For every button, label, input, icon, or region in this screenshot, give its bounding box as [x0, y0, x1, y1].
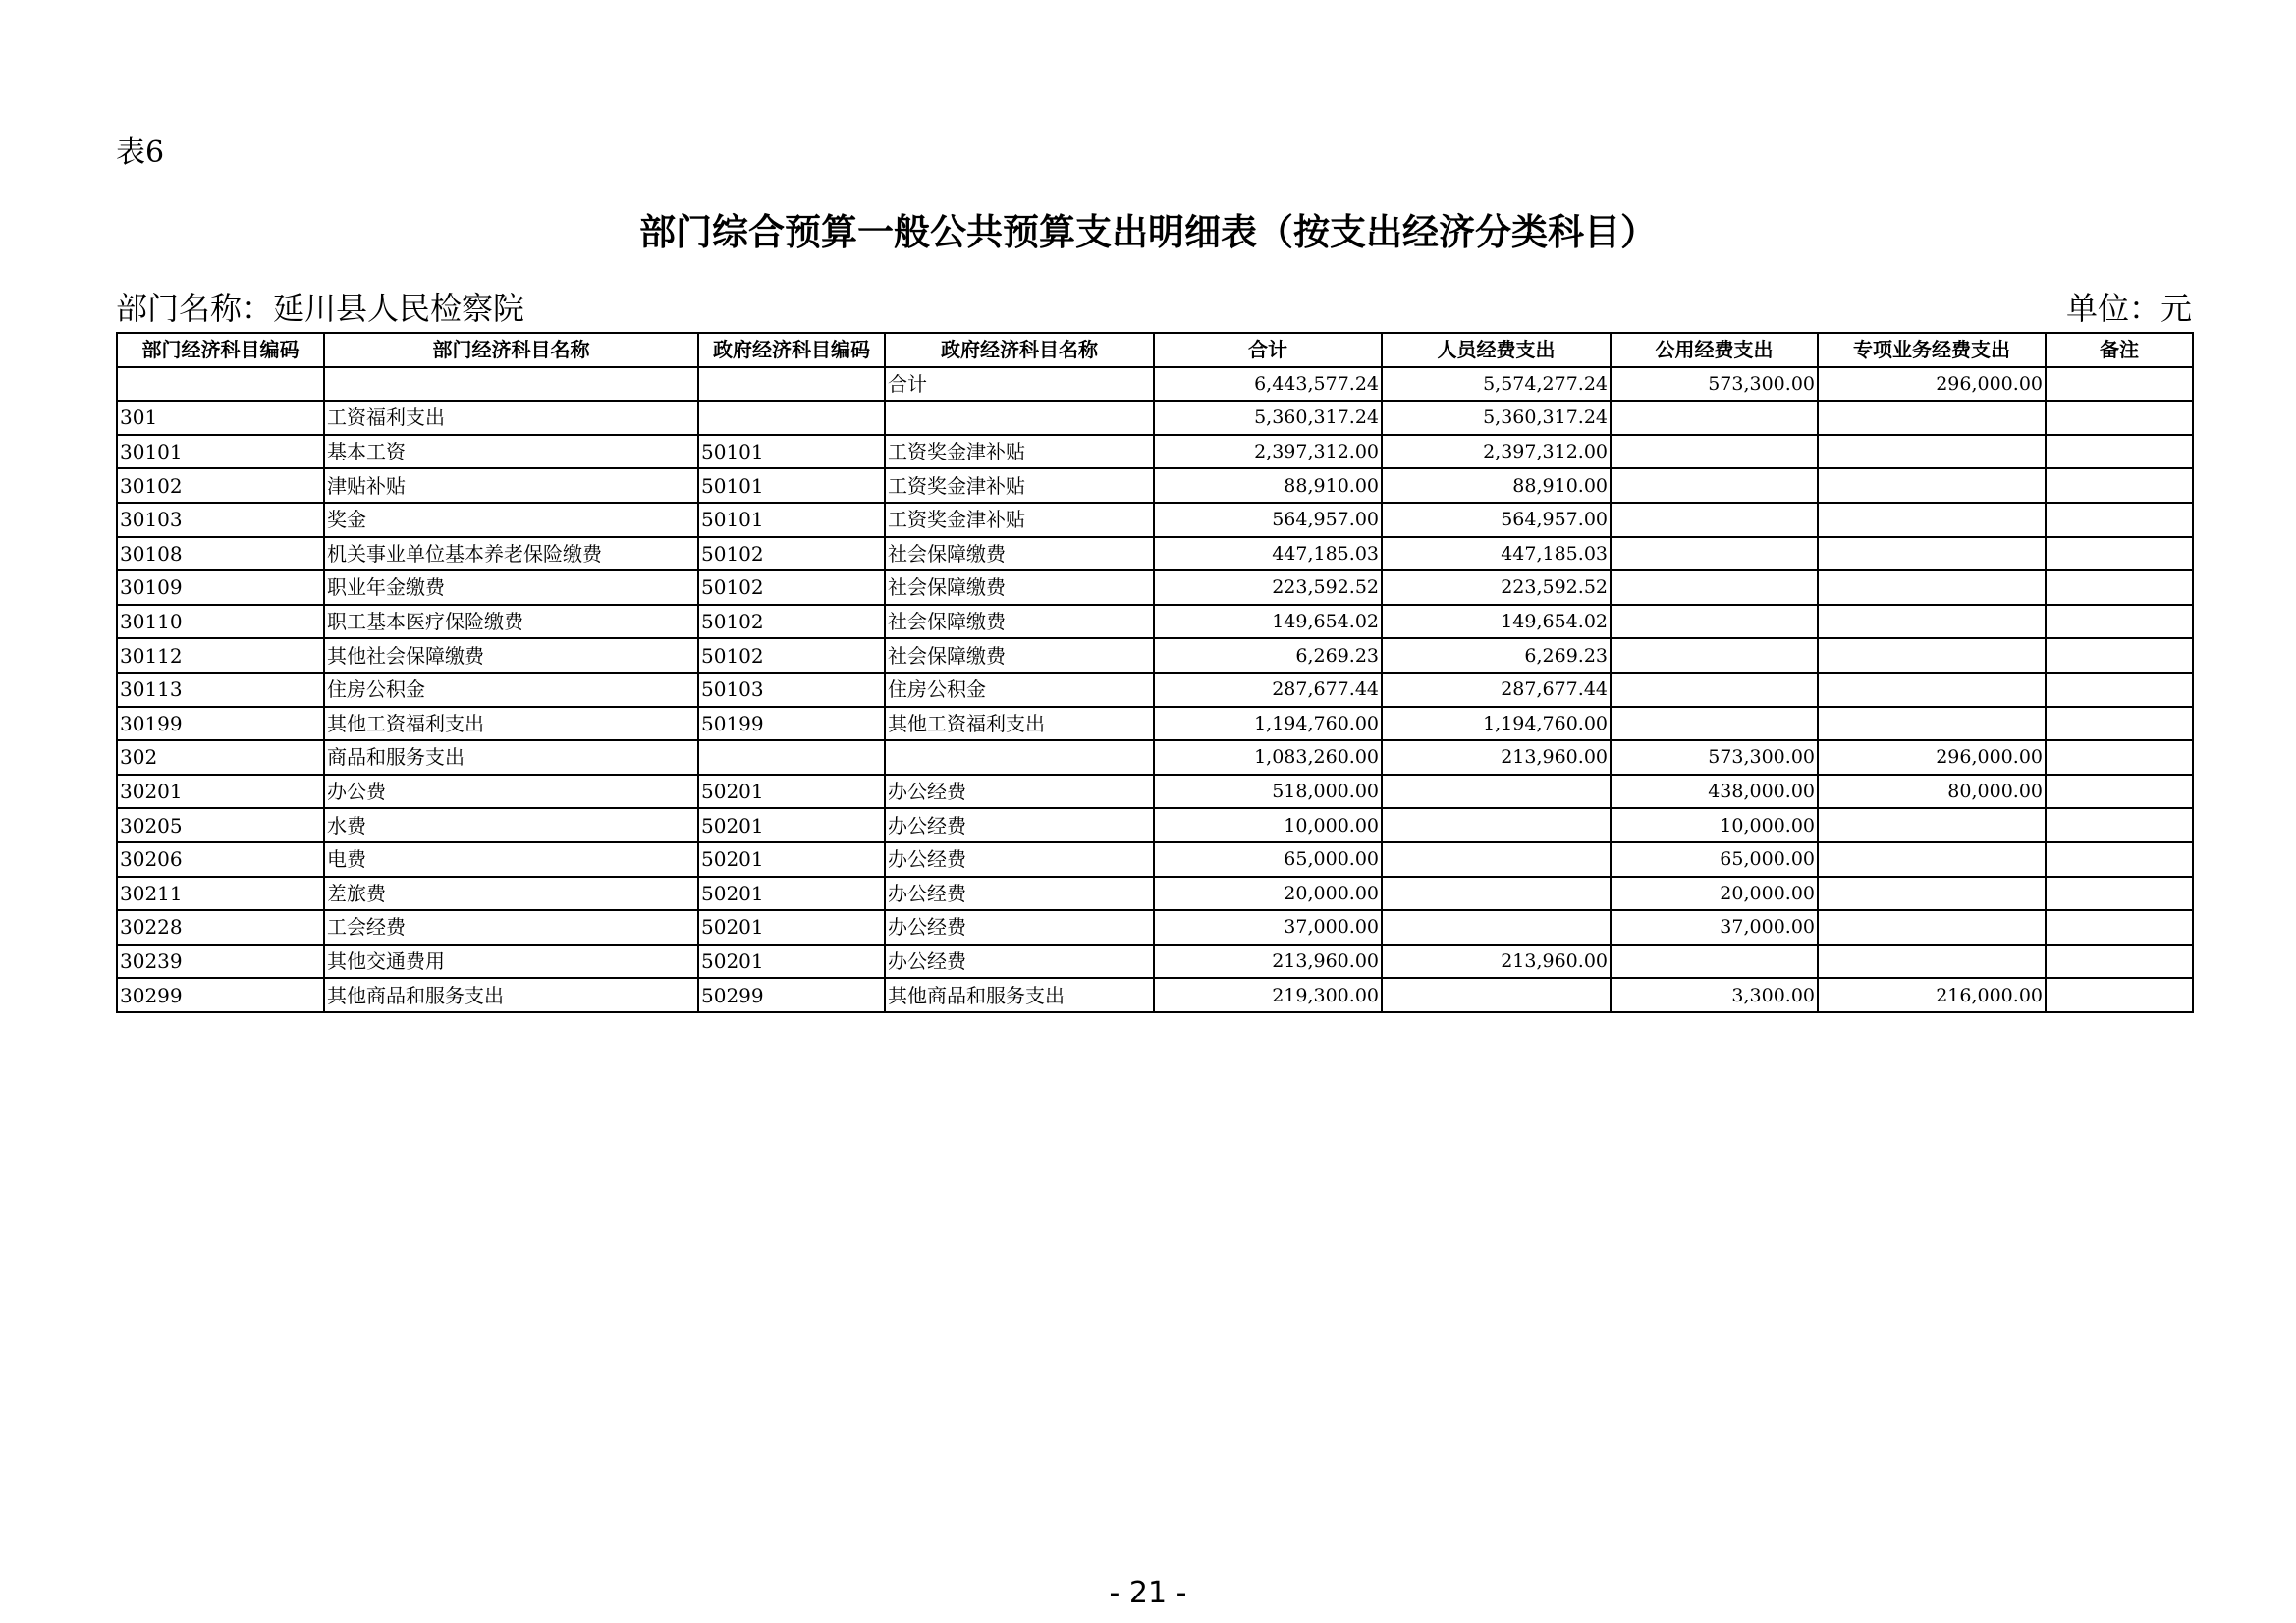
- total-cell: 213,960.00: [1154, 945, 1382, 979]
- gov-code-cell: [698, 367, 885, 402]
- table-row: [117, 570, 2193, 605]
- unit-label: 单位：元: [2065, 290, 2192, 327]
- table-body: [117, 367, 2193, 1012]
- dept-code-cell: 30112: [117, 638, 324, 673]
- special-cell: [1818, 537, 2046, 571]
- total-cell: 287,677.44: [1154, 673, 1382, 707]
- note-cell: [2046, 740, 2193, 775]
- gov-code-cell: 50102: [698, 605, 885, 639]
- header-gov-code: 政府经济科目编码: [698, 333, 885, 367]
- dept-name-cell: 工会经费: [324, 910, 698, 945]
- public-cell: 438,000.00: [1611, 775, 1818, 809]
- gov-name-cell: 工资奖金津补贴: [885, 503, 1154, 537]
- public-cell: 37,000.00: [1611, 910, 1818, 945]
- gov-name-cell: 社会保障缴费: [885, 605, 1154, 639]
- table-row: [117, 842, 2193, 877]
- gov-name-cell: [885, 740, 1154, 775]
- table-row: [117, 468, 2193, 503]
- special-cell: [1818, 808, 2046, 842]
- note-cell: [2046, 503, 2193, 537]
- note-cell: [2046, 401, 2193, 435]
- dept-name-cell: 其他社会保障缴费: [324, 638, 698, 673]
- personnel-cell: [1382, 775, 1611, 809]
- special-cell: [1818, 605, 2046, 639]
- gov-code-cell: 50201: [698, 877, 885, 911]
- dept-name-cell: 基本工资: [324, 435, 698, 469]
- gov-name-cell: 社会保障缴费: [885, 638, 1154, 673]
- dept-code-cell: 30201: [117, 775, 324, 809]
- table-row: [117, 537, 2193, 571]
- budget-table: [116, 332, 2194, 1013]
- dept-code-cell: 30103: [117, 503, 324, 537]
- special-cell: [1818, 673, 2046, 707]
- gov-code-cell: 50101: [698, 468, 885, 503]
- total-cell: 65,000.00: [1154, 842, 1382, 877]
- personnel-cell: 2,397,312.00: [1382, 435, 1611, 469]
- dept-name-cell: 水费: [324, 808, 698, 842]
- note-cell: [2046, 638, 2193, 673]
- header-gov-name: 政府经济科目名称: [885, 333, 1154, 367]
- personnel-cell: [1382, 910, 1611, 945]
- gov-name-cell: 其他商品和服务支出: [885, 978, 1154, 1012]
- dept-code-cell: 30228: [117, 910, 324, 945]
- personnel-cell: [1382, 842, 1611, 877]
- personnel-cell: 213,960.00: [1382, 740, 1611, 775]
- dept-name-cell: [324, 367, 698, 402]
- gov-name-cell: 办公经费: [885, 945, 1154, 979]
- gov-code-cell: 50201: [698, 775, 885, 809]
- personnel-cell: 564,957.00: [1382, 503, 1611, 537]
- dept-name-cell: 其他工资福利支出: [324, 707, 698, 741]
- gov-name-cell: [885, 401, 1154, 435]
- gov-name-cell: 社会保障缴费: [885, 537, 1154, 571]
- table-row: [117, 775, 2193, 809]
- note-cell: [2046, 570, 2193, 605]
- dept-code-cell: 30108: [117, 537, 324, 571]
- dept-code-cell: 30205: [117, 808, 324, 842]
- dept-name-cell: 工资福利支出: [324, 401, 698, 435]
- dept-code-cell: 30102: [117, 468, 324, 503]
- table-row: [117, 910, 2193, 945]
- group-row: [117, 401, 2193, 435]
- special-cell: [1818, 945, 2046, 979]
- gov-code-cell: 50201: [698, 842, 885, 877]
- dept-code-cell: 30299: [117, 978, 324, 1012]
- table-header-row: [117, 333, 2193, 367]
- public-cell: [1611, 673, 1818, 707]
- header-personnel: 人员经费支出: [1382, 333, 1611, 367]
- personnel-cell: 5,574,277.24: [1382, 367, 1611, 402]
- total-cell: 1,194,760.00: [1154, 707, 1382, 741]
- table-row: [117, 978, 2193, 1012]
- table-row: [117, 877, 2193, 911]
- gov-name-cell: 其他工资福利支出: [885, 707, 1154, 741]
- dept-code-cell: [117, 367, 324, 402]
- total-cell: 219,300.00: [1154, 978, 1382, 1012]
- public-cell: 65,000.00: [1611, 842, 1818, 877]
- gov-name-cell: 合计: [885, 367, 1154, 402]
- header-dept-name: 部门经济科目名称: [324, 333, 698, 367]
- note-cell: [2046, 945, 2193, 979]
- note-cell: [2046, 808, 2193, 842]
- note-cell: [2046, 605, 2193, 639]
- total-cell: 20,000.00: [1154, 877, 1382, 911]
- total-cell: 1,083,260.00: [1154, 740, 1382, 775]
- public-cell: 20,000.00: [1611, 877, 1818, 911]
- total-cell: 10,000.00: [1154, 808, 1382, 842]
- personnel-cell: 213,960.00: [1382, 945, 1611, 979]
- table-row: [117, 945, 2193, 979]
- header-public: 公用经费支出: [1611, 333, 1818, 367]
- dept-code-cell: 30113: [117, 673, 324, 707]
- total-cell: 447,185.03: [1154, 537, 1382, 571]
- header-total: 合计: [1154, 333, 1382, 367]
- total-cell: 518,000.00: [1154, 775, 1382, 809]
- dept-name-cell: 办公费: [324, 775, 698, 809]
- personnel-cell: 1,194,760.00: [1382, 707, 1611, 741]
- dept-code-cell: 30211: [117, 877, 324, 911]
- personnel-cell: 5,360,317.24: [1382, 401, 1611, 435]
- special-cell: [1818, 503, 2046, 537]
- note-cell: [2046, 435, 2193, 469]
- special-cell: 296,000.00: [1818, 367, 2046, 402]
- public-cell: [1611, 570, 1818, 605]
- gov-name-cell: 办公经费: [885, 910, 1154, 945]
- special-cell: [1818, 842, 2046, 877]
- special-cell: 80,000.00: [1818, 775, 2046, 809]
- note-cell: [2046, 842, 2193, 877]
- gov-code-cell: 50201: [698, 910, 885, 945]
- gov-code-cell: [698, 740, 885, 775]
- special-cell: [1818, 401, 2046, 435]
- personnel-cell: 6,269.23: [1382, 638, 1611, 673]
- table-row: [117, 808, 2193, 842]
- group-row: [117, 740, 2193, 775]
- gov-code-cell: 50102: [698, 537, 885, 571]
- special-cell: [1818, 910, 2046, 945]
- note-cell: [2046, 775, 2193, 809]
- dept-code-cell: 302: [117, 740, 324, 775]
- public-cell: [1611, 605, 1818, 639]
- note-cell: [2046, 910, 2193, 945]
- table-row: [117, 673, 2193, 707]
- header-note: 备注: [2046, 333, 2193, 367]
- dept-code-cell: 301: [117, 401, 324, 435]
- table-row: [117, 605, 2193, 639]
- gov-name-cell: 社会保障缴费: [885, 570, 1154, 605]
- total-cell: 223,592.52: [1154, 570, 1382, 605]
- public-cell: [1611, 707, 1818, 741]
- personnel-cell: [1382, 808, 1611, 842]
- dept-name-cell: 职工基本医疗保险缴费: [324, 605, 698, 639]
- gov-code-cell: 50201: [698, 945, 885, 979]
- dept-name-cell: 其他交通费用: [324, 945, 698, 979]
- gov-name-cell: 工资奖金津补贴: [885, 435, 1154, 469]
- personnel-cell: 149,654.02: [1382, 605, 1611, 639]
- note-cell: [2046, 367, 2193, 402]
- gov-name-cell: 住房公积金: [885, 673, 1154, 707]
- public-cell: [1611, 401, 1818, 435]
- header-dept-code: 部门经济科目编码: [117, 333, 324, 367]
- personnel-cell: 223,592.52: [1382, 570, 1611, 605]
- gov-code-cell: 50103: [698, 673, 885, 707]
- note-cell: [2046, 707, 2193, 741]
- dept-code-cell: 30101: [117, 435, 324, 469]
- public-cell: [1611, 945, 1818, 979]
- table-row: [117, 435, 2193, 469]
- special-cell: [1818, 435, 2046, 469]
- dept-name-cell: 其他商品和服务支出: [324, 978, 698, 1012]
- gov-code-cell: 50199: [698, 707, 885, 741]
- personnel-cell: [1382, 978, 1611, 1012]
- gov-code-cell: 50101: [698, 503, 885, 537]
- personnel-cell: 447,185.03: [1382, 537, 1611, 571]
- page-number: - 21 -: [1109, 1576, 1187, 1610]
- gov-name-cell: 办公经费: [885, 775, 1154, 809]
- gov-code-cell: 50299: [698, 978, 885, 1012]
- total-cell: 149,654.02: [1154, 605, 1382, 639]
- special-cell: [1818, 570, 2046, 605]
- dept-name-cell: 住房公积金: [324, 673, 698, 707]
- dept-code-cell: 30206: [117, 842, 324, 877]
- public-cell: 3,300.00: [1611, 978, 1818, 1012]
- dept-name-cell: 机关事业单位基本养老保险缴费: [324, 537, 698, 571]
- total-cell: 564,957.00: [1154, 503, 1382, 537]
- gov-code-cell: 50102: [698, 570, 885, 605]
- total-cell: 6,443,577.24: [1154, 367, 1382, 402]
- note-cell: [2046, 877, 2193, 911]
- dept-name-cell: 奖金: [324, 503, 698, 537]
- special-cell: [1818, 877, 2046, 911]
- public-cell: [1611, 537, 1818, 571]
- total-cell: 6,269.23: [1154, 638, 1382, 673]
- note-cell: [2046, 673, 2193, 707]
- public-cell: [1611, 435, 1818, 469]
- department-line: [116, 289, 2192, 328]
- gov-name-cell: 办公经费: [885, 808, 1154, 842]
- department-name: 部门名称：延川县人民检察院: [116, 290, 525, 327]
- public-cell: [1611, 503, 1818, 537]
- page-title: 部门综合预算一般公共预算支出明细表（按支出经济分类科目）: [639, 211, 1657, 253]
- public-cell: 573,300.00: [1611, 367, 1818, 402]
- public-cell: [1611, 468, 1818, 503]
- total-cell: 37,000.00: [1154, 910, 1382, 945]
- special-cell: 216,000.00: [1818, 978, 2046, 1012]
- gov-code-cell: 50201: [698, 808, 885, 842]
- public-cell: [1611, 638, 1818, 673]
- dept-code-cell: 30199: [117, 707, 324, 741]
- special-cell: [1818, 468, 2046, 503]
- table-number: 表6: [116, 135, 165, 170]
- special-cell: [1818, 707, 2046, 741]
- gov-name-cell: 办公经费: [885, 877, 1154, 911]
- total-cell: 5,360,317.24: [1154, 401, 1382, 435]
- note-cell: [2046, 537, 2193, 571]
- gov-code-cell: 50101: [698, 435, 885, 469]
- total-cell: 2,397,312.00: [1154, 435, 1382, 469]
- dept-code-cell: 30109: [117, 570, 324, 605]
- dept-name-cell: 电费: [324, 842, 698, 877]
- table-row: [117, 707, 2193, 741]
- total-cell: 88,910.00: [1154, 468, 1382, 503]
- note-cell: [2046, 468, 2193, 503]
- dept-name-cell: 商品和服务支出: [324, 740, 698, 775]
- note-cell: [2046, 978, 2193, 1012]
- gov-code-cell: [698, 401, 885, 435]
- public-cell: 573,300.00: [1611, 740, 1818, 775]
- dept-code-cell: 30110: [117, 605, 324, 639]
- personnel-cell: 88,910.00: [1382, 468, 1611, 503]
- header-special: 专项业务经费支出: [1818, 333, 2046, 367]
- gov-name-cell: 办公经费: [885, 842, 1154, 877]
- gov-code-cell: 50102: [698, 638, 885, 673]
- table-row: [117, 503, 2193, 537]
- dept-name-cell: 职业年金缴费: [324, 570, 698, 605]
- special-cell: [1818, 638, 2046, 673]
- dept-name-cell: 津贴补贴: [324, 468, 698, 503]
- personnel-cell: 287,677.44: [1382, 673, 1611, 707]
- special-cell: 296,000.00: [1818, 740, 2046, 775]
- dept-name-cell: 差旅费: [324, 877, 698, 911]
- public-cell: 10,000.00: [1611, 808, 1818, 842]
- dept-code-cell: 30239: [117, 945, 324, 979]
- total-row: [117, 367, 2193, 402]
- table-row: [117, 638, 2193, 673]
- personnel-cell: [1382, 877, 1611, 911]
- gov-name-cell: 工资奖金津补贴: [885, 468, 1154, 503]
